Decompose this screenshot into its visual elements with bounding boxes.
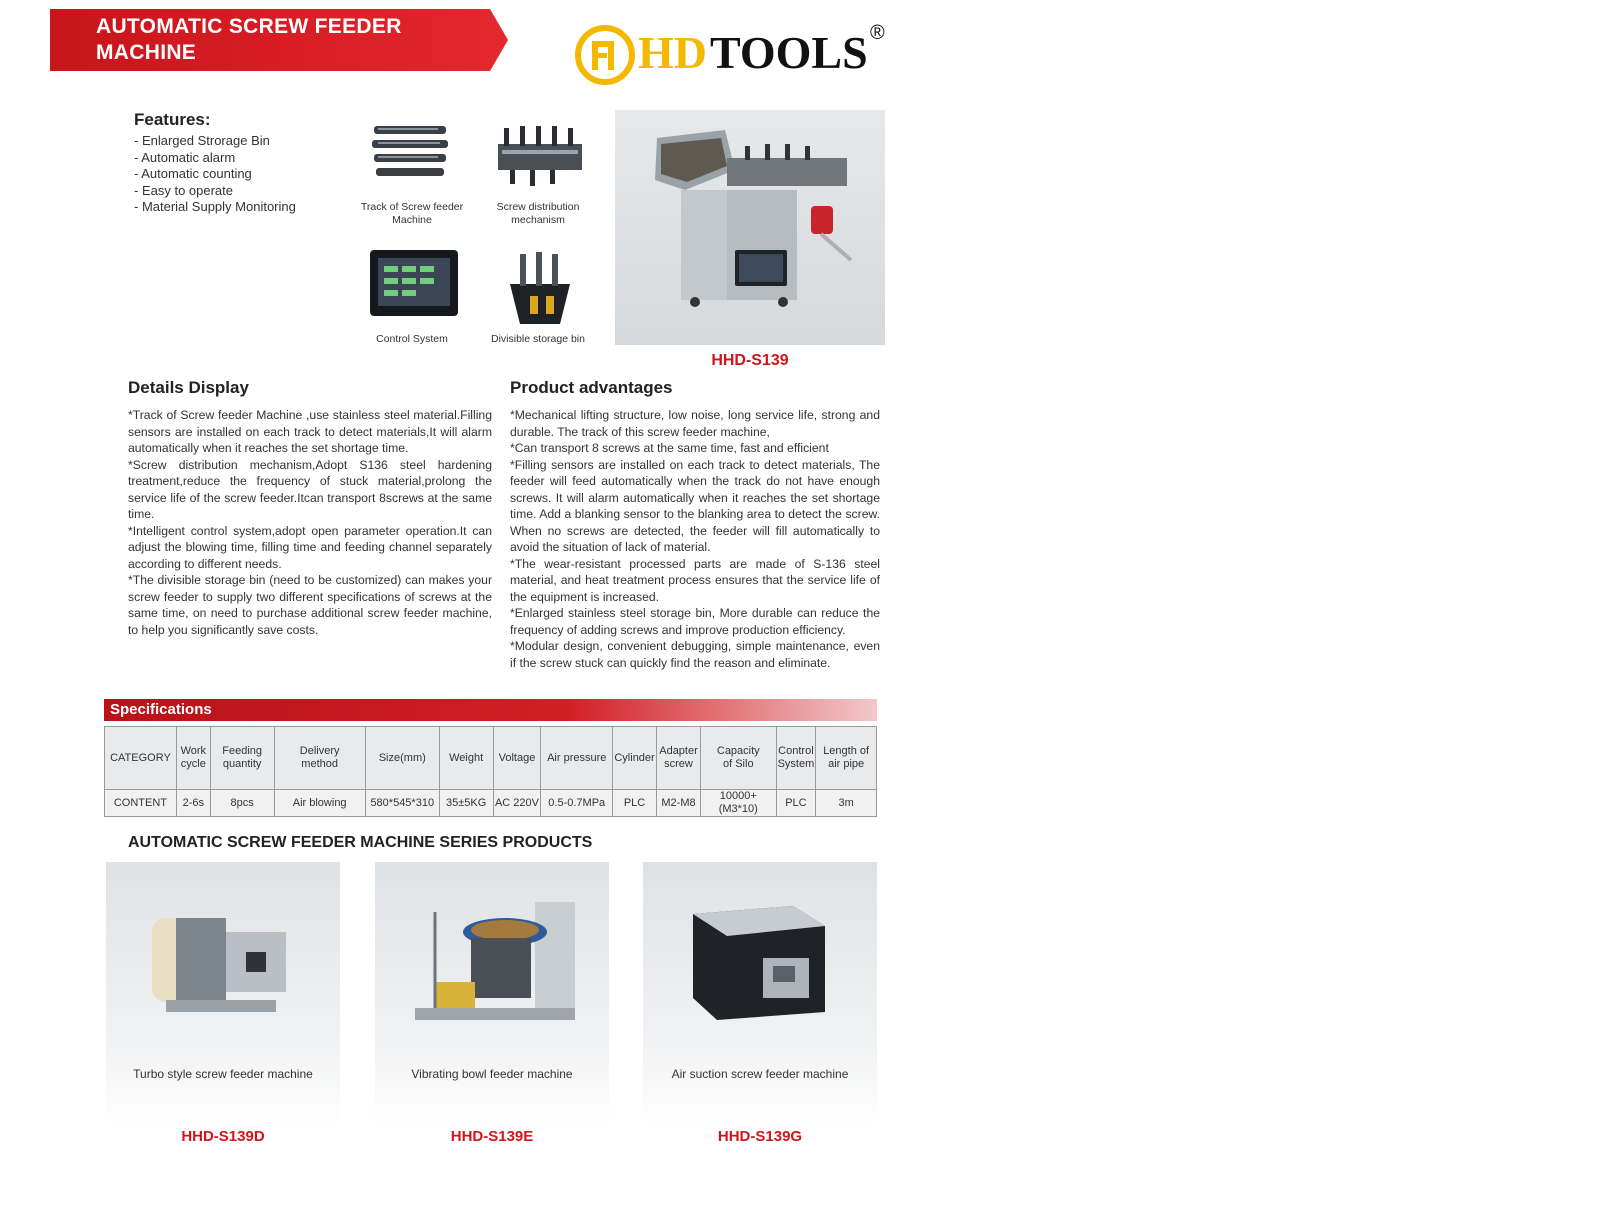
track-icon <box>364 118 464 206</box>
caption-line: mechanism <box>511 214 565 226</box>
spec-header-cell: Voltage <box>493 727 541 790</box>
advantages-paragraph: *The wear-resistant processed parts are made of S-136 steel material, and heat treatment process ensures that the service life of the equipment is increased. <box>510 556 880 604</box>
spec-cell: PLC <box>776 790 816 817</box>
details-paragraph: *Track of Screw feeder Machine ,use stainless steel material.Filling sensors are installed on each track to detect materials,It will alarm automatically when it reaches the set shortage time. <box>128 408 492 455</box>
component-caption <box>468 201 608 227</box>
caption-line: Control System <box>376 333 448 345</box>
details-paragraph: *Screw distribution mechanism,Adopt S136 steel hardening treatment,reduce the frequency of stuck material,prolong the service life of the screw feeder.Itcan transport 8screws at the same time. <box>128 457 492 521</box>
product-model: HHD-S139E <box>450 1128 534 1145</box>
advantages-text <box>510 407 880 671</box>
spec-header-cell: Cylinder <box>613 727 657 790</box>
spec-cell: 2-6s <box>176 790 210 817</box>
advantages-paragraph: *Modular design, convenient debugging, simple maintenance, even if the screw stuck can quickly find the reason and eliminate. <box>510 639 880 670</box>
turbo-feeder-icon <box>106 862 340 1052</box>
spec-cell: CONTENT <box>105 790 177 817</box>
vibrating-bowl-icon <box>375 862 609 1052</box>
spec-cell: 580*545*310 <box>365 790 439 817</box>
product-card <box>643 862 877 1124</box>
caption-line: Screw distribution <box>496 201 580 213</box>
spec-cell: 10000+(M3*10) <box>700 790 776 817</box>
spec-header-cell: Work cycle <box>176 727 210 790</box>
product-caption: Turbo style screw feeder machine <box>133 1067 313 1081</box>
component-caption <box>342 201 482 227</box>
product-model: HHD-S139G <box>717 1128 803 1145</box>
product-model: HHD-S139D <box>181 1128 265 1145</box>
spec-header-cell: Delivery method <box>274 727 365 790</box>
details-paragraph: *Intelligent control system,adopt open parameter operation.It can adjust the blowing time, filling time and feeding channel separately according to different needs. <box>128 523 492 571</box>
page-title-line2: MACHINE <box>96 41 197 64</box>
product-caption: Air suction screw feeder machine <box>671 1067 849 1081</box>
air-suction-feeder-icon <box>643 862 877 1052</box>
features-title: Features: <box>134 110 211 129</box>
spec-header-cell: Control System <box>776 727 816 790</box>
logo-mark-icon <box>574 24 636 86</box>
advantages-paragraph: *Mechanical lifting structure, low noise, long service life, strong and durable. The track of this screw feeder machine, <box>510 408 880 439</box>
advantages-paragraph: *Can transport 8 screws at the same time, fast and efficient <box>510 441 829 455</box>
details-text <box>128 407 492 638</box>
advantages-paragraph: *Filling sensors are installed on each track to detect materials, The feeder will feed automatically when the track do not have enough screws. It will alarm automatically when it reaches the set shortage time. Add a blanking sensor to the blanking area to detect the screw. When no screws are detected, the feeder will fill automatically to avoid the situation of lack of material. <box>510 457 880 554</box>
spec-cell: M2-M8 <box>657 790 701 817</box>
feature-item: - Material Supply Monitoring <box>134 199 296 214</box>
spec-header-cell: Feeding quantity <box>210 727 274 790</box>
feature-item: - Easy to operate <box>134 182 233 198</box>
feature-item: - Automatic alarm <box>134 149 236 165</box>
control-screen-icon <box>364 244 464 332</box>
spec-cell: AC 220V <box>493 790 541 817</box>
specifications-table <box>104 726 877 817</box>
registered-mark: ® <box>870 22 885 44</box>
spec-cell: 35±5KG <box>439 790 493 817</box>
spec-header-cell: Adapter screw <box>657 727 701 790</box>
product-card <box>375 862 609 1124</box>
logo-hd-text: HD <box>638 27 707 78</box>
spec-content-row <box>105 790 877 817</box>
specifications-bar <box>104 699 877 721</box>
advantages-paragraph: *Enlarged stainless steel storage bin, More durable can reduce the frequency of adding screws and improve production efficiency. <box>510 606 880 637</box>
product-caption: Vibrating bowl feeder machine <box>411 1067 573 1081</box>
brand-logo <box>574 20 914 90</box>
distribution-icon <box>490 118 590 206</box>
caption-line: Divisible storage bin <box>491 333 585 345</box>
product-card <box>106 862 340 1124</box>
page-title-line1: AUTOMATIC SCREW FEEDER <box>96 15 402 38</box>
component-caption <box>342 333 482 346</box>
screw-feeder-machine-icon <box>615 110 885 345</box>
spec-cell: PLC <box>613 790 657 817</box>
feature-item: - Automatic counting <box>134 166 252 181</box>
series-title: AUTOMATIC SCREW FEEDER MACHINE SERIES PRODUCTS <box>128 834 593 851</box>
caption-line: Track of Screw feeder <box>360 201 464 213</box>
caption-line: Machine <box>392 214 432 226</box>
spec-header-cell: Capacity of Silo <box>700 727 776 790</box>
storage-bin-icon <box>490 244 590 332</box>
spec-header-cell: Length of air pipe <box>816 727 877 790</box>
spec-cell: 0.5-0.7MPa <box>541 790 613 817</box>
component-caption <box>468 333 608 346</box>
advantages-title: Product advantages <box>510 378 673 397</box>
logo-tools-text: TOOLS <box>710 27 868 78</box>
feature-item: - Enlarged Strorage Bin <box>134 133 270 148</box>
features-list <box>134 133 296 216</box>
spec-header-row <box>105 727 877 790</box>
details-title: Details Display <box>128 378 249 397</box>
main-product-photo <box>615 110 885 345</box>
spec-header-cell: CATEGORY <box>105 727 177 790</box>
title-banner-arrow <box>490 9 508 71</box>
specifications-title: Specifications <box>110 701 212 718</box>
spec-cell: 8pcs <box>210 790 274 817</box>
spec-header-cell: Air pressure <box>541 727 613 790</box>
spec-header-cell: Size(mm) <box>365 727 439 790</box>
details-paragraph: *The divisible storage bin (need to be customized) can makes your screw feeder to supply two different specifications of screws at the same time, on need to purchase additional screw feeder machine, to help you significantly save costs. <box>128 573 492 637</box>
main-model-label: HHD-S139 <box>711 352 789 369</box>
spec-cell: 3m <box>816 790 877 817</box>
page-title <box>96 14 476 66</box>
spec-header-cell: Weight <box>439 727 493 790</box>
spec-cell: Air blowing <box>274 790 365 817</box>
